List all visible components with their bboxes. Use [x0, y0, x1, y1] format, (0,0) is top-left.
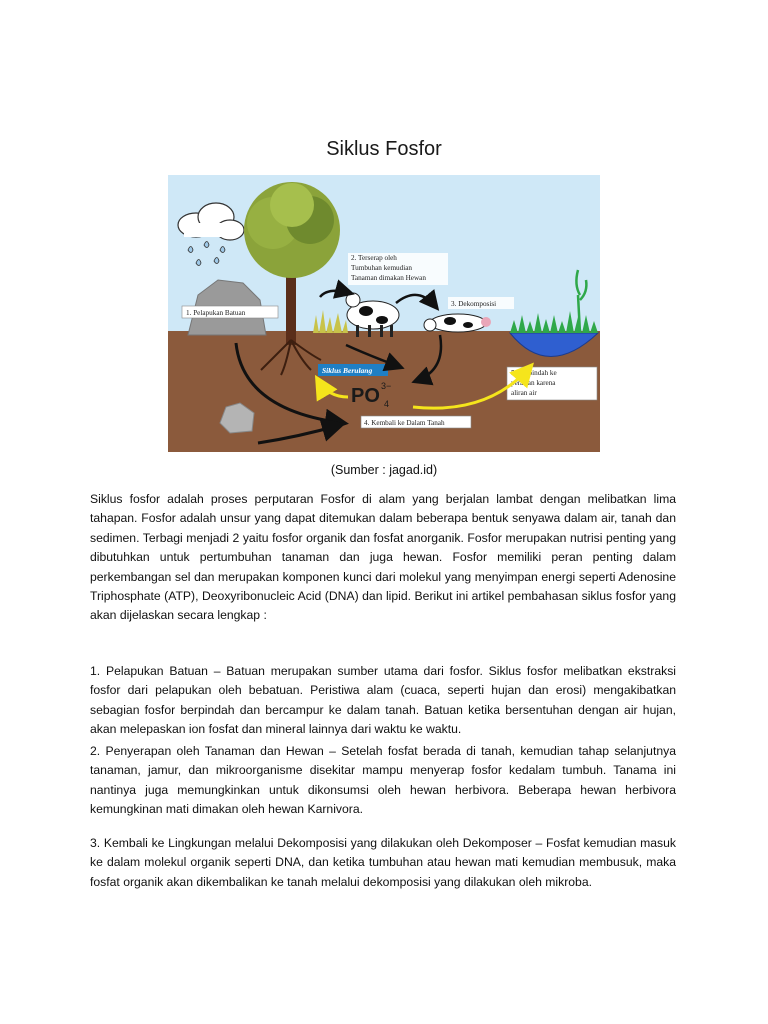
label-step1: 1. Pelapukan Batuan — [186, 309, 246, 317]
label-step5: 5. Berpindah ke perairan karena aliran air — [511, 369, 557, 397]
label-step3: 3. Dekomposisi — [451, 300, 497, 308]
step1-paragraph: 1. Pelapukan Batuan – Batuan merupakan sumber utama dari fosfor. Siklus fosfor melibatkan ekstraksi fosfor dari pelapukan oleh bebatuan. Peristiwa alam (cuaca, seperti hujan dan erosi) mengakibatkan sebagian fosfor berpindah dan bercampur ke dalam tanah. Batuan ketika bersentuhan dengan air hujan, akan melepaskan ion fosfat dan mineral lainnya dari waktu ke waktu. — [90, 664, 676, 737]
step2-paragraph: 2. Penyerapan oleh Tanaman dan Hewan – Setelah fosfat berada di tanah, kemudian tahap selanjutnya tanaman, jamur, dan mikroorganisme disekitar mampu menyerap fosfor kedalam tumbuh. Tanama ini nantinya juga memungkinkan untuk dikonsumsi oleh hewan herbivora. Beberapa hewan herbivora kemungkinan mati dimakan oleh hewan Karnivora. — [90, 744, 676, 817]
phosphorus-cycle-diagram — [168, 175, 600, 452]
label-repeat: Siklus Berulang — [322, 366, 373, 375]
image-source-caption: (Sumber : jagad.id) — [330, 463, 438, 477]
page-title: Siklus Fosfor — [326, 138, 442, 160]
intro-paragraph: Siklus fosfor adalah proses perputaran Fosfor di alam yang berjalan lambat dengan melibatkan lima tahapan. Fosfor adalah unsur yang dapat ditemukan dalam beberapa bentuk senyawa dalam air, tanah dan sedimen. Terbagi menjadi 2 yaitu fosfor organik dan fosfat anorganik. Fosfor merupakan nutrisi penting yang dibutuhkan untuk pertumbuhan tanaman dan juga hewan. Fosfor memiliki peran penting dalam perkembangan sel dan merupakan komponen kunci dari molekul yang menyimpan energi seperti Adenosine Triphosphate (ATP), Deoxyribonucleic Acid (DNA) dan lipid. Berikut ini artikel pembahasan siklus fosfor yang akan dijelaskan secara lengkap : — [90, 492, 676, 623]
label-step4: 4. Kembali ke Dalam Tanah — [364, 419, 445, 427]
formula-po: PO — [351, 385, 380, 407]
formula-sup: 3− — [381, 381, 392, 391]
step3-paragraph: 3. Kembali ke Lingkungan melalui Dekomposisi yang dilakukan oleh Dekomposer – Fosfat kemudian masuk ke dalam molekul organik seperti DNA, dan ketika tumbuhan atau hewan mati kemudian membusuk, maka fosfat organik akan dikembalikan ke tanah melalui dekomposisi yang dilakukan oleh mikroba. — [90, 836, 676, 889]
formula-sub: 4 — [384, 399, 390, 409]
label-step2: 2. Terserap oleh Tumbuhan kemudian Tanaman dimakan Hewan — [351, 254, 426, 282]
